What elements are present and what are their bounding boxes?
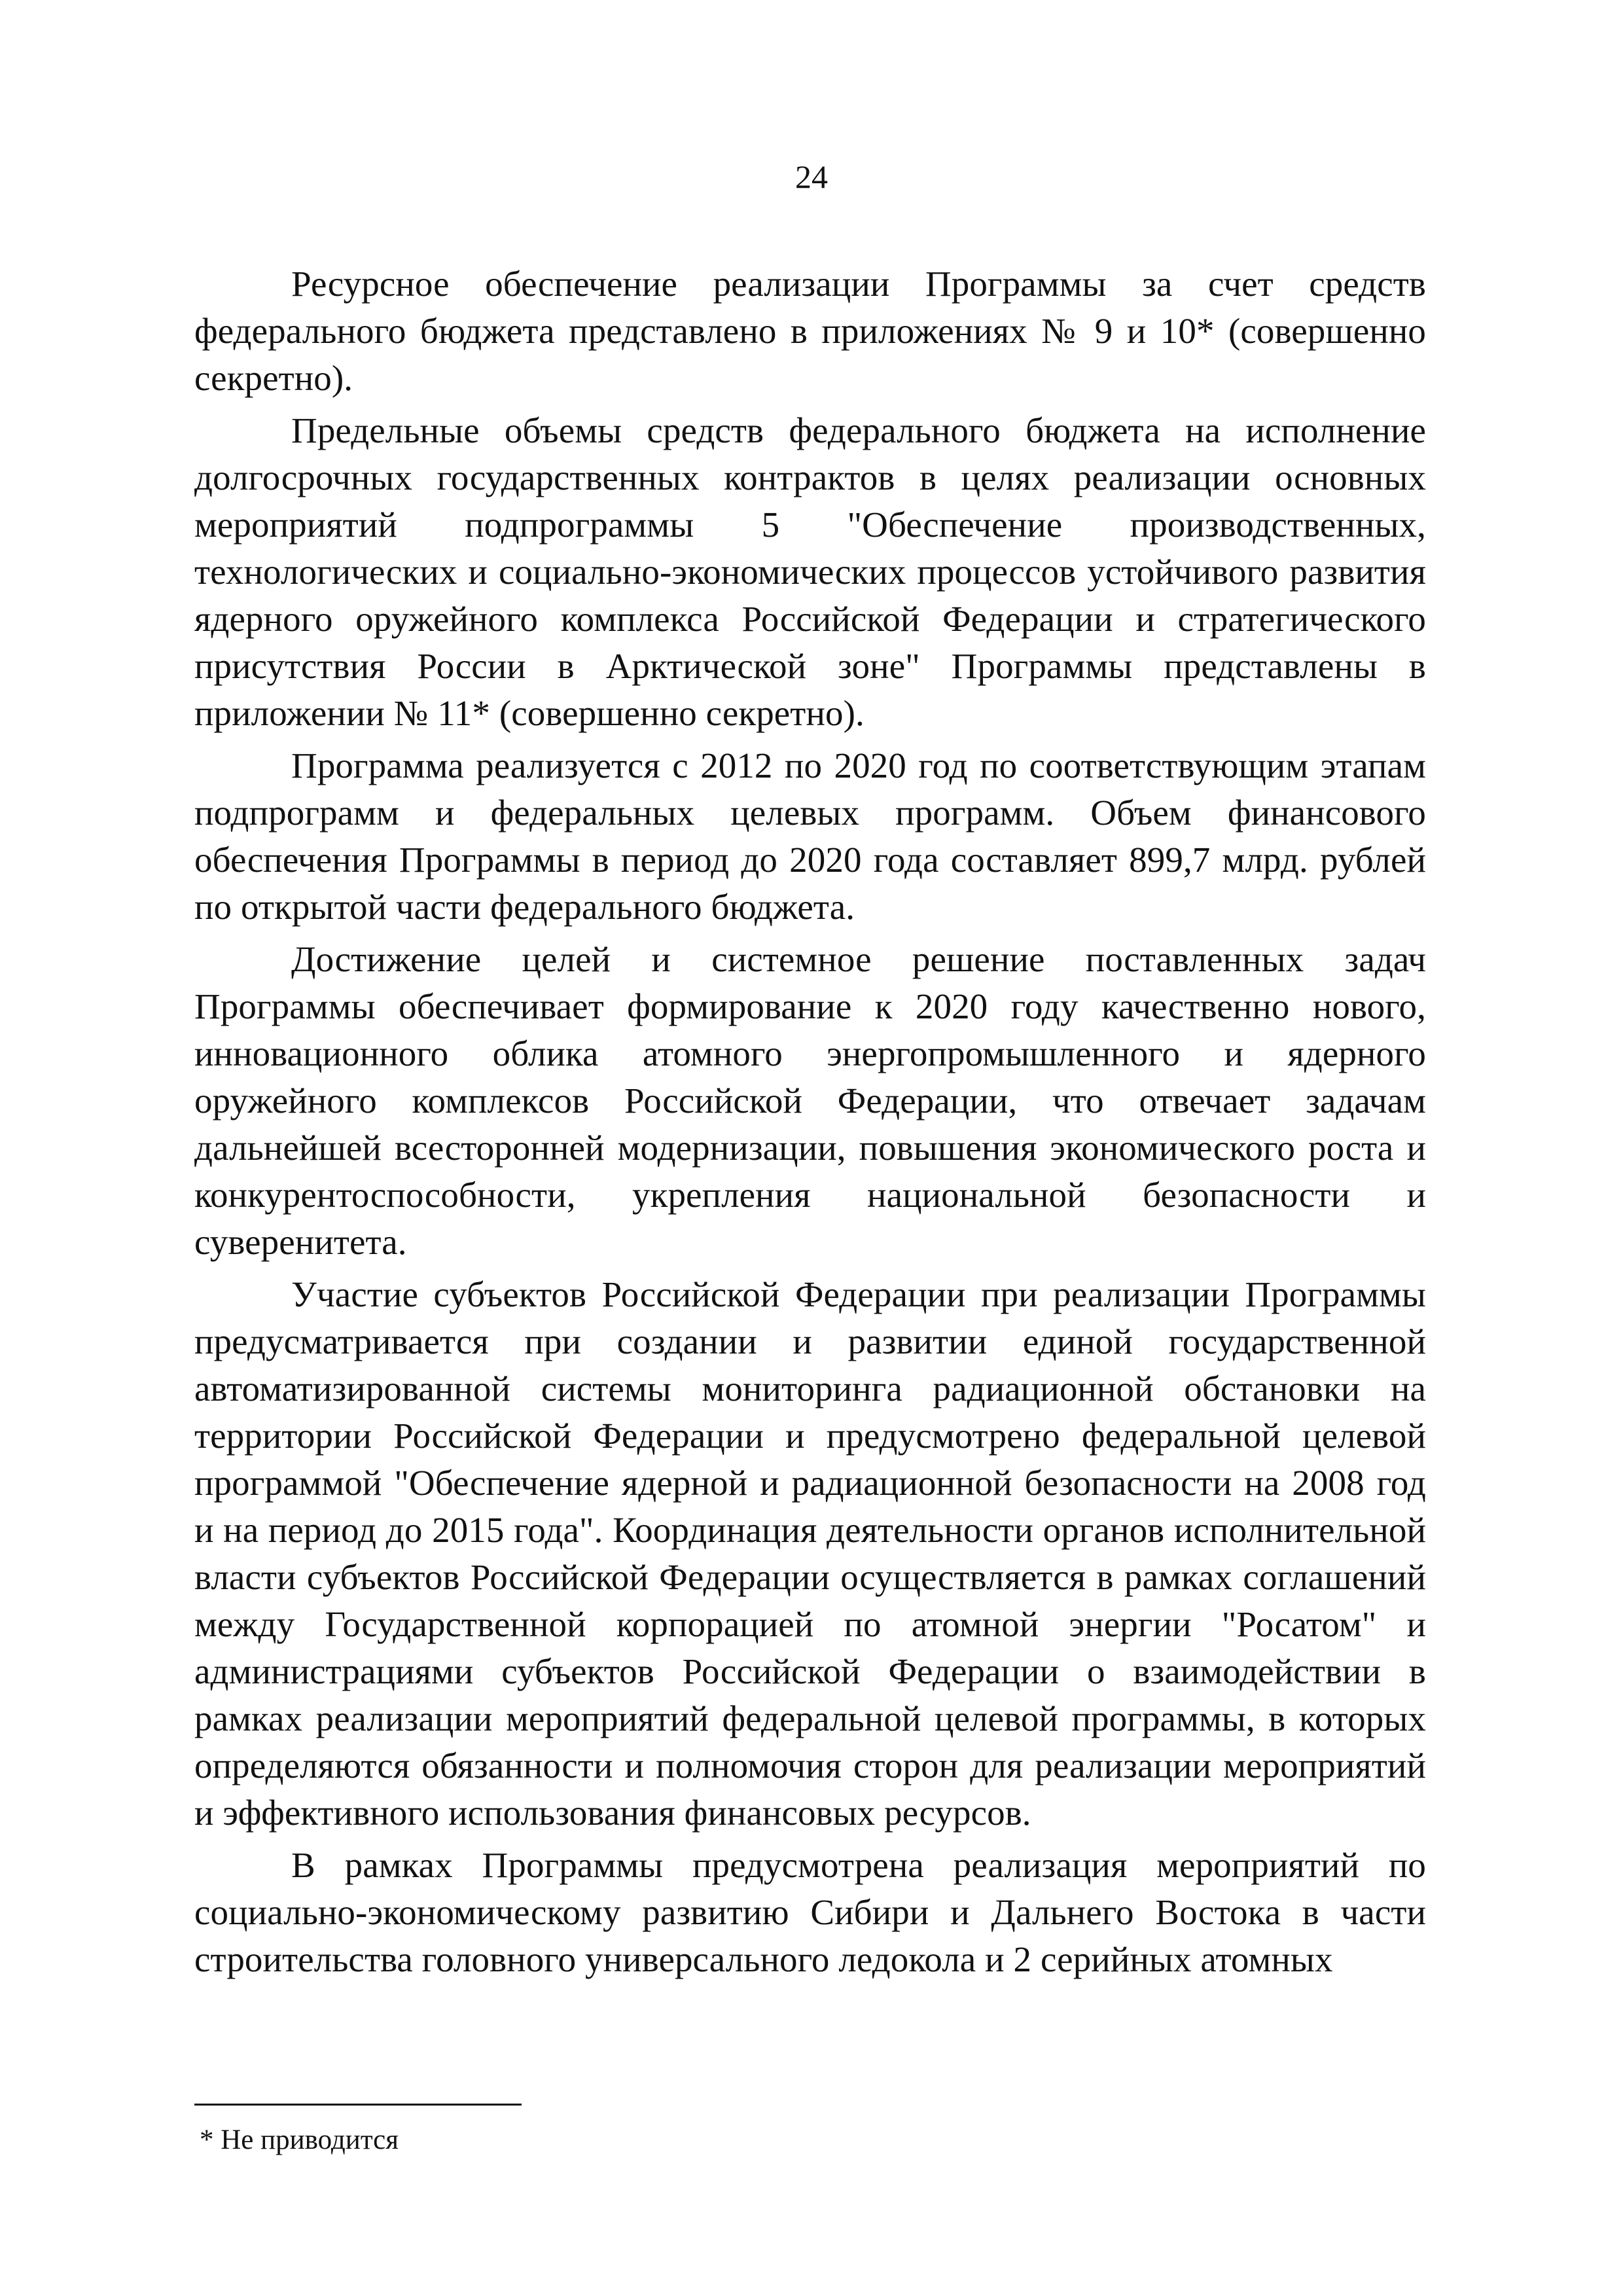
paragraph-regional-participation: Участие субъектов Российской Федерации при реализации Программы предусматривается при создании и развитии единой государственной автоматизированной системы мониторинга радиационной обстановки на территории Российской Федерации и предусмотрено федеральной целевой программой "Обеспечение ядерной и радиационной безопасности на 2008 год и на период до 2015 года". Координация деятельности органов исполнительной власти субъектов Российской Федерации осуществляется в рамках соглашений между Государственной корпорацией по атомной энергии "Росатом" и администрациями субъектов Российской Федерации о взаимодействии в рамках реализации мероприятий федеральной целевой программы, в которых определяются обязанности и полномочия сторон для реализации мероприятий и эффективного использования финансовых ресурсов.: [194, 1274, 1426, 1833]
paragraph-budget-limits: Предельные объемы средств федерального бюджета на исполнение долгосрочных государственных контрактов в целях реализации основных мероприятий подпрограммы 5 "Обеспечение производственных, технологических и социально-экономических процессов устойчивого развития ядерного оружейного комплекса Российской Федерации и стратегического присутствия России в Арктической зоне" Программы представлены в приложении № 11* (совершенно секретно).: [194, 410, 1426, 733]
paragraph-program-goals: Достижение целей и системное решение поставленных задач Программы обеспечивает формирование к 2020 году качественно нового, инновационного облика атомного энергопромышленного и ядерного оружейного комплексов Российской Федерации, что отвечает задачам дальнейшей всесторонней модернизации, повышения экономического роста и конкурентоспособности, укрепления национальной безопасности и суверенитета.: [194, 939, 1426, 1262]
paragraph-siberia-development: В рамках Программы предусмотрена реализация мероприятий по социально-экономическому развитию Сибири и Дальнего Востока в части строительства головного универсального ледокола и 2 серийных атомных: [194, 1845, 1426, 1979]
page-number: 24: [795, 158, 828, 195]
document-body: [194, 260, 1426, 1983]
footnote-divider: [194, 2104, 522, 2106]
paragraph-resource-provision: Ресурсное обеспечение реализации Программы за счет средств федерального бюджета представлено в приложениях № 9 и 10* (совершенно секретно).: [194, 264, 1426, 398]
footnote: * Не приводится: [200, 2125, 399, 2155]
paragraph-program-period: Программа реализуется с 2012 по 2020 год по соответствующим этапам подпрограмм и федеральных целевых программ. Объем финансового обеспечения Программы в период до 2020 года составляет 899,7 млрд. рублей по открытой части федерального бюджета.: [194, 745, 1426, 927]
